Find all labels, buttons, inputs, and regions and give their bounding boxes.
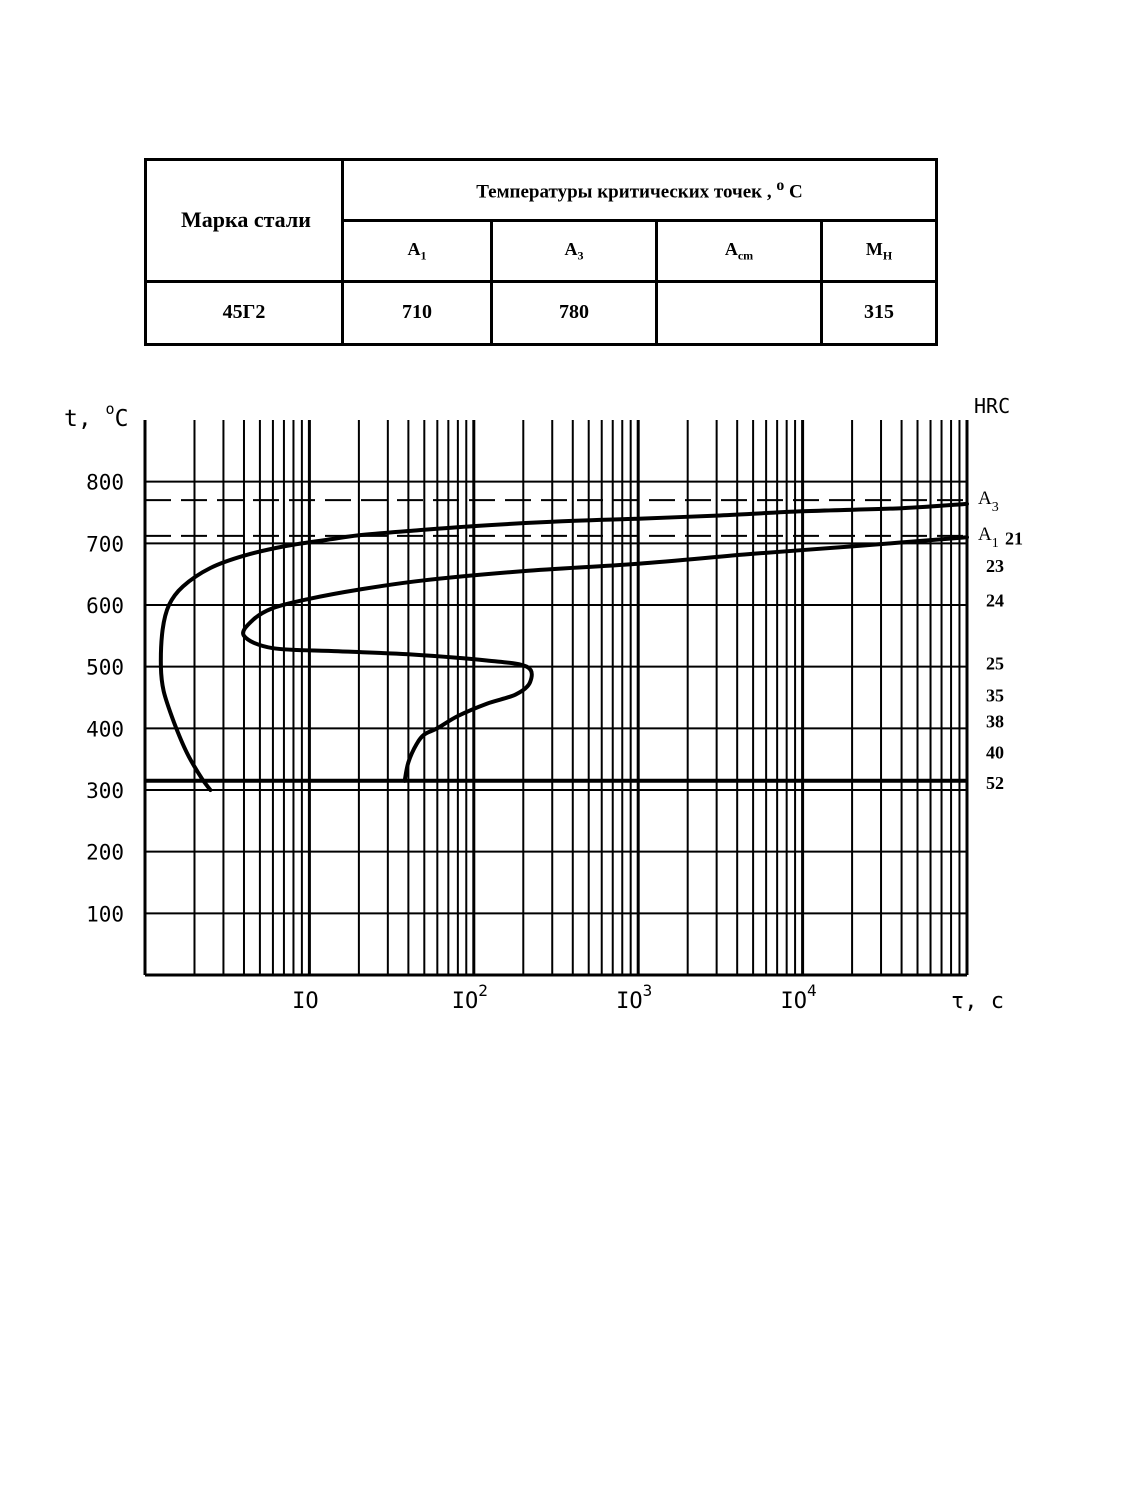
- x-axis-title: τ, с: [951, 989, 1004, 1014]
- reference-line-label: $A_3$: [978, 488, 999, 516]
- x-tick-label: IO: [292, 989, 319, 1014]
- y-tick-label: 600: [86, 594, 124, 618]
- y-tick-label: 100: [86, 902, 124, 927]
- hrc-label: 35: [986, 685, 1004, 706]
- hrc-label: 23: [986, 556, 1004, 577]
- y-tick-label: 800: [86, 470, 124, 495]
- col-mh-base: M: [865, 238, 883, 259]
- y-tick-label: 200: [86, 840, 124, 865]
- y-tick-label: 700: [86, 532, 124, 557]
- hrc-label: 21: [1005, 528, 1023, 549]
- col-a1-sub: 1: [420, 248, 427, 263]
- hrc-label: 24: [986, 590, 1004, 611]
- hrc-axis-title: HRC: [974, 394, 1011, 418]
- a1-value: 710: [343, 281, 492, 344]
- a3-value: 780: [492, 281, 657, 344]
- col-a3-base: A: [564, 238, 578, 259]
- transformation-curve: [243, 537, 967, 781]
- degree-sup: o: [776, 176, 785, 194]
- x-tick-label: $IO^3$: [616, 981, 653, 1014]
- mh-value: 315: [822, 281, 937, 344]
- hrc-label: 38: [986, 711, 1004, 732]
- y-tick-label: 300: [86, 779, 124, 803]
- y-tick-label: 500: [86, 655, 124, 680]
- reference-line-label: $A_1$: [978, 523, 999, 551]
- y-tick-label: 400: [86, 717, 124, 742]
- x-tick-label: $IO^4$: [780, 981, 817, 1014]
- col-a3-sub: 3: [577, 248, 584, 263]
- critical-points-unit: С: [784, 181, 803, 203]
- x-tick-label: $IO^2$: [451, 981, 488, 1014]
- col-acm-base: A: [724, 238, 738, 259]
- hrc-label: 52: [986, 773, 1004, 794]
- col-mh-sub: H: [882, 248, 893, 263]
- brand-header: Марка стали: [146, 160, 343, 282]
- hrc-label: 40: [986, 742, 1004, 763]
- col-acm-sub: cm: [737, 248, 754, 263]
- critical-points-header-text: Температуры критических точек ,: [476, 181, 777, 203]
- col-a1-base: A: [407, 238, 421, 259]
- brand-value: 45Г2: [146, 281, 343, 344]
- hrc-label: 25: [986, 653, 1004, 674]
- y-axis-title: t, $^o$C: [64, 400, 129, 432]
